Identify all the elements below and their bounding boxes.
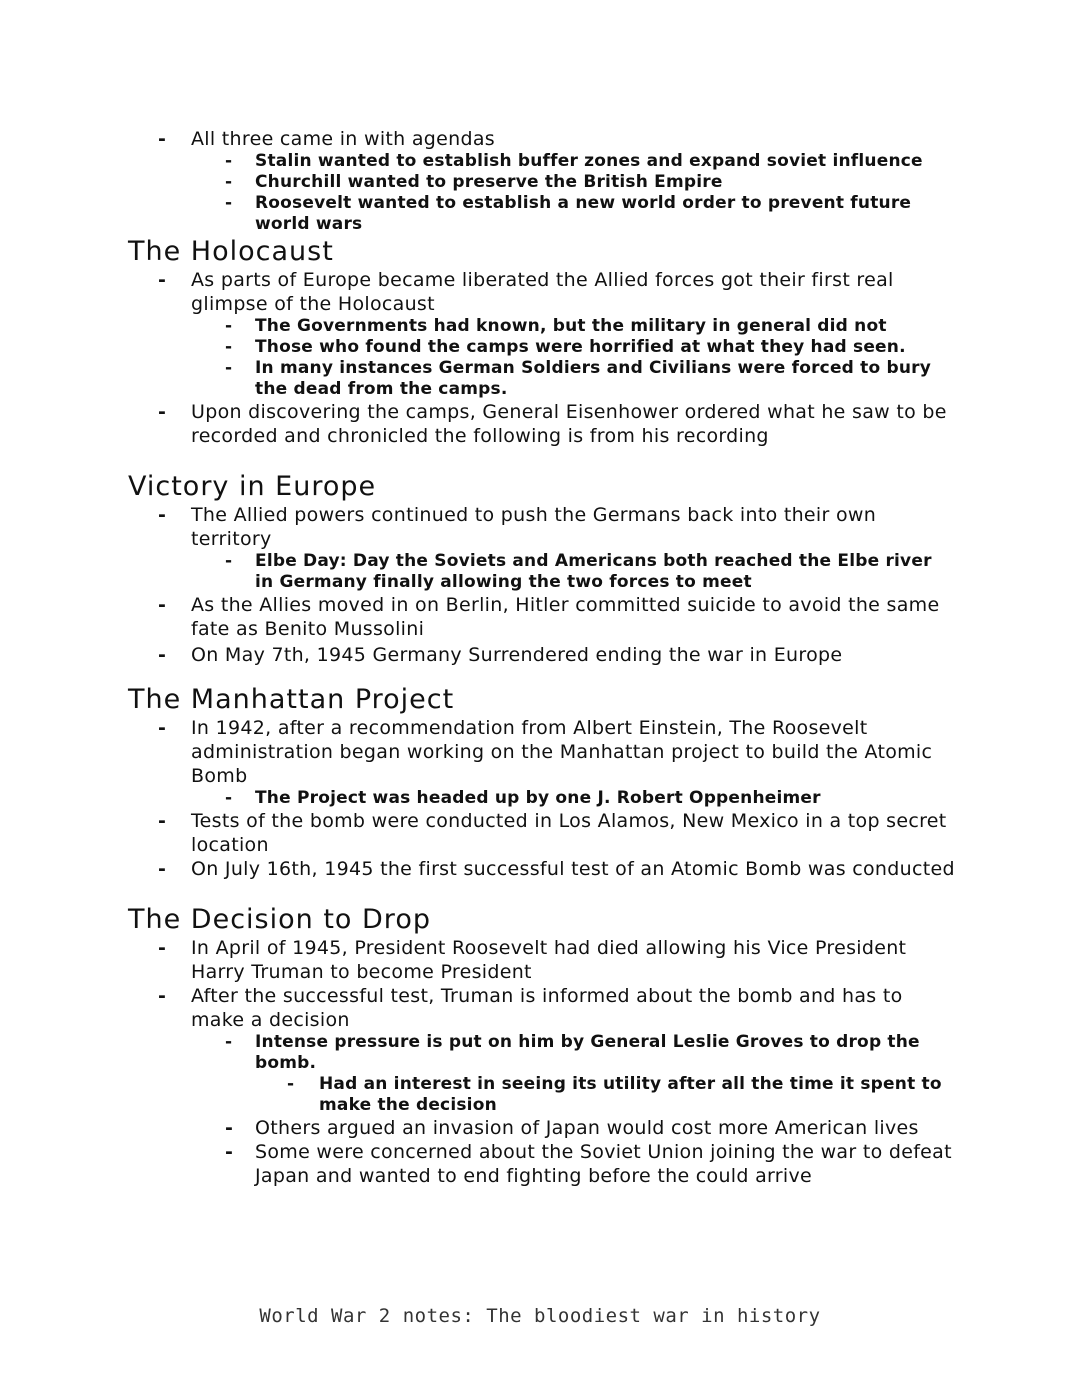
- list-item: - Elbe Day: Day the Soviets and Americans both reached the Elbe river in Germany finally allowing the two forces to meet: [225, 551, 932, 592]
- bullet-text: Elbe Day: Day the Soviets and Americans both reached the Elbe river in Germany finally allowing the two forces to meet: [255, 551, 932, 592]
- bullet-text: In many instances German Soldiers and Civilians were forced to bury the dead from the camps.: [255, 358, 932, 399]
- bullet-text: In 1942, after a recommendation from Albert Einstein, The Roosevelt administration began working on the Manhattan project to build the Atomic Bomb: [191, 717, 933, 787]
- bullet-text: Intense pressure is put on him by General Leslie Groves to drop the bomb.: [255, 1032, 920, 1073]
- list-item: - Roosevelt wanted to establish a new world order to prevent future world wars: [225, 193, 912, 234]
- list-item: - After the successful test, Truman is informed about the bomb and has to make a decision: [158, 985, 903, 1031]
- list-item: - Had an interest in seeing its utility after all the time it spent to make the decision: [287, 1074, 942, 1115]
- bullet-text: As the Allies moved in on Berlin, Hitler committed suicide to avoid the same fate as Benito Mussolini: [191, 594, 940, 640]
- section-heading-victory: Victory in Europe: [128, 471, 377, 502]
- bullet-text: In April of 1945, President Roosevelt had died allowing his Vice President Harry Truman to become President: [191, 937, 907, 983]
- victory-section: [0, 470, 1080, 667]
- bullet-text: All three came in with agendas: [191, 128, 495, 150]
- bullet-text: On July 16th, 1945 the first successful test of an Atomic Bomb was conducted: [191, 858, 955, 880]
- list-item: - All three came in with agendas: [158, 128, 495, 150]
- list-item: - Some were concerned about the Soviet Union joining the war to defeat Japan and wanted to end fighting before the could arrive: [225, 1141, 952, 1187]
- bullet-text: After the successful test, Truman is informed about the bomb and has to make a decision: [191, 985, 903, 1031]
- bullet-text: The Project was headed up by one J. Robert Oppenheimer: [255, 788, 821, 808]
- list-item: - In April of 1945, President Roosevelt had died allowing his Vice President Harry Truman to become President: [158, 937, 907, 983]
- list-item: - The Project was headed up by one J. Robert Oppenheimer: [225, 788, 821, 808]
- bullet-text: The Governments had known, but the military in general did not: [255, 316, 887, 336]
- bullet-text: Roosevelt wanted to establish a new world order to prevent future world wars: [255, 193, 912, 234]
- bullet-text: Those who found the camps were horrified at what they had seen.: [255, 337, 906, 357]
- holocaust-list: [0, 268, 1080, 448]
- list-item: - Intense pressure is put on him by General Leslie Groves to drop the bomb.: [225, 1032, 920, 1073]
- bullet-text: As parts of Europe became liberated the Allied forces got their first real glimpse of the Holocaust: [191, 269, 894, 315]
- bullet-text: Others argued an invasion of Japan would cost more American lives: [255, 1117, 919, 1139]
- list-item: - On July 16th, 1945 the first successful test of an Atomic Bomb was conducted: [158, 858, 955, 880]
- list-item: - Others argued an invasion of Japan would cost more American lives: [225, 1117, 919, 1139]
- bullet-text: Tests of the bomb were conducted in Los Alamos, New Mexico in a top secret location: [191, 810, 947, 856]
- intro-list: [0, 127, 1080, 235]
- section-heading-manhattan: The Manhattan Project: [128, 684, 455, 715]
- manhattan-list: [0, 716, 1080, 881]
- bullet-text: On May 7th, 1945 Germany Surrendered ending the war in Europe: [191, 644, 843, 666]
- list-item: - Tests of the bomb were conducted in Los Alamos, New Mexico in a top secret location: [158, 810, 947, 856]
- bullet-text: Upon discovering the camps, General Eisenhower ordered what he saw to be recorded and chronicled the following is from his recording: [191, 401, 947, 447]
- bullet-text: Some were concerned about the Soviet Union joining the war to defeat Japan and wanted to end fighting before the could arrive: [255, 1141, 952, 1187]
- list-item: - Upon discovering the camps, General Eisenhower ordered what he saw to be recorded and chronicled the following is from his recording: [158, 401, 947, 447]
- list-item: - In 1942, after a recommendation from Albert Einstein, The Roosevelt administration began working on the Manhattan project to build the Atomic Bomb: [158, 717, 933, 787]
- section-heading-holocaust: The Holocaust: [128, 236, 334, 267]
- bullet-text: Had an interest in seeing its utility after all the time it spent to make the decision: [319, 1074, 942, 1115]
- list-item: - The Allied powers continued to push the Germans back into their own territory: [158, 504, 877, 550]
- decision-list: [0, 936, 1080, 1188]
- decision-section: [0, 903, 1080, 1188]
- page-footer: World War 2 notes: The bloodiest war in history: [259, 1305, 821, 1327]
- list-item: - In many instances German Soldiers and Civilians were forced to bury the dead from the camps.: [225, 358, 932, 399]
- bullet-text: Churchill wanted to preserve the British Empire: [255, 172, 723, 192]
- victory-list: [0, 503, 1080, 667]
- holocaust-section: [0, 235, 1080, 448]
- section-heading-decision: The Decision to Drop: [128, 904, 431, 935]
- intro-section: [0, 127, 1080, 235]
- list-item: - On May 7th, 1945 Germany Surrendered ending the war in Europe: [158, 644, 843, 666]
- list-item: - As the Allies moved in on Berlin, Hitler committed suicide to avoid the same fate as Benito Mussolini: [158, 594, 940, 640]
- bullet-text: Stalin wanted to establish buffer zones and expand soviet influence: [255, 151, 923, 171]
- list-item: - Stalin wanted to establish buffer zones and expand soviet influence: [225, 151, 923, 171]
- manhattan-section: [0, 683, 1080, 881]
- bullet-text: The Allied powers continued to push the Germans back into their own territory: [191, 504, 877, 550]
- list-item: - Churchill wanted to preserve the British Empire: [225, 172, 723, 192]
- list-item: - As parts of Europe became liberated the Allied forces got their first real glimpse of the Holocaust: [158, 269, 894, 315]
- list-item: - The Governments had known, but the military in general did not: [225, 316, 887, 336]
- list-item: - Those who found the camps were horrified at what they had seen.: [225, 337, 906, 357]
